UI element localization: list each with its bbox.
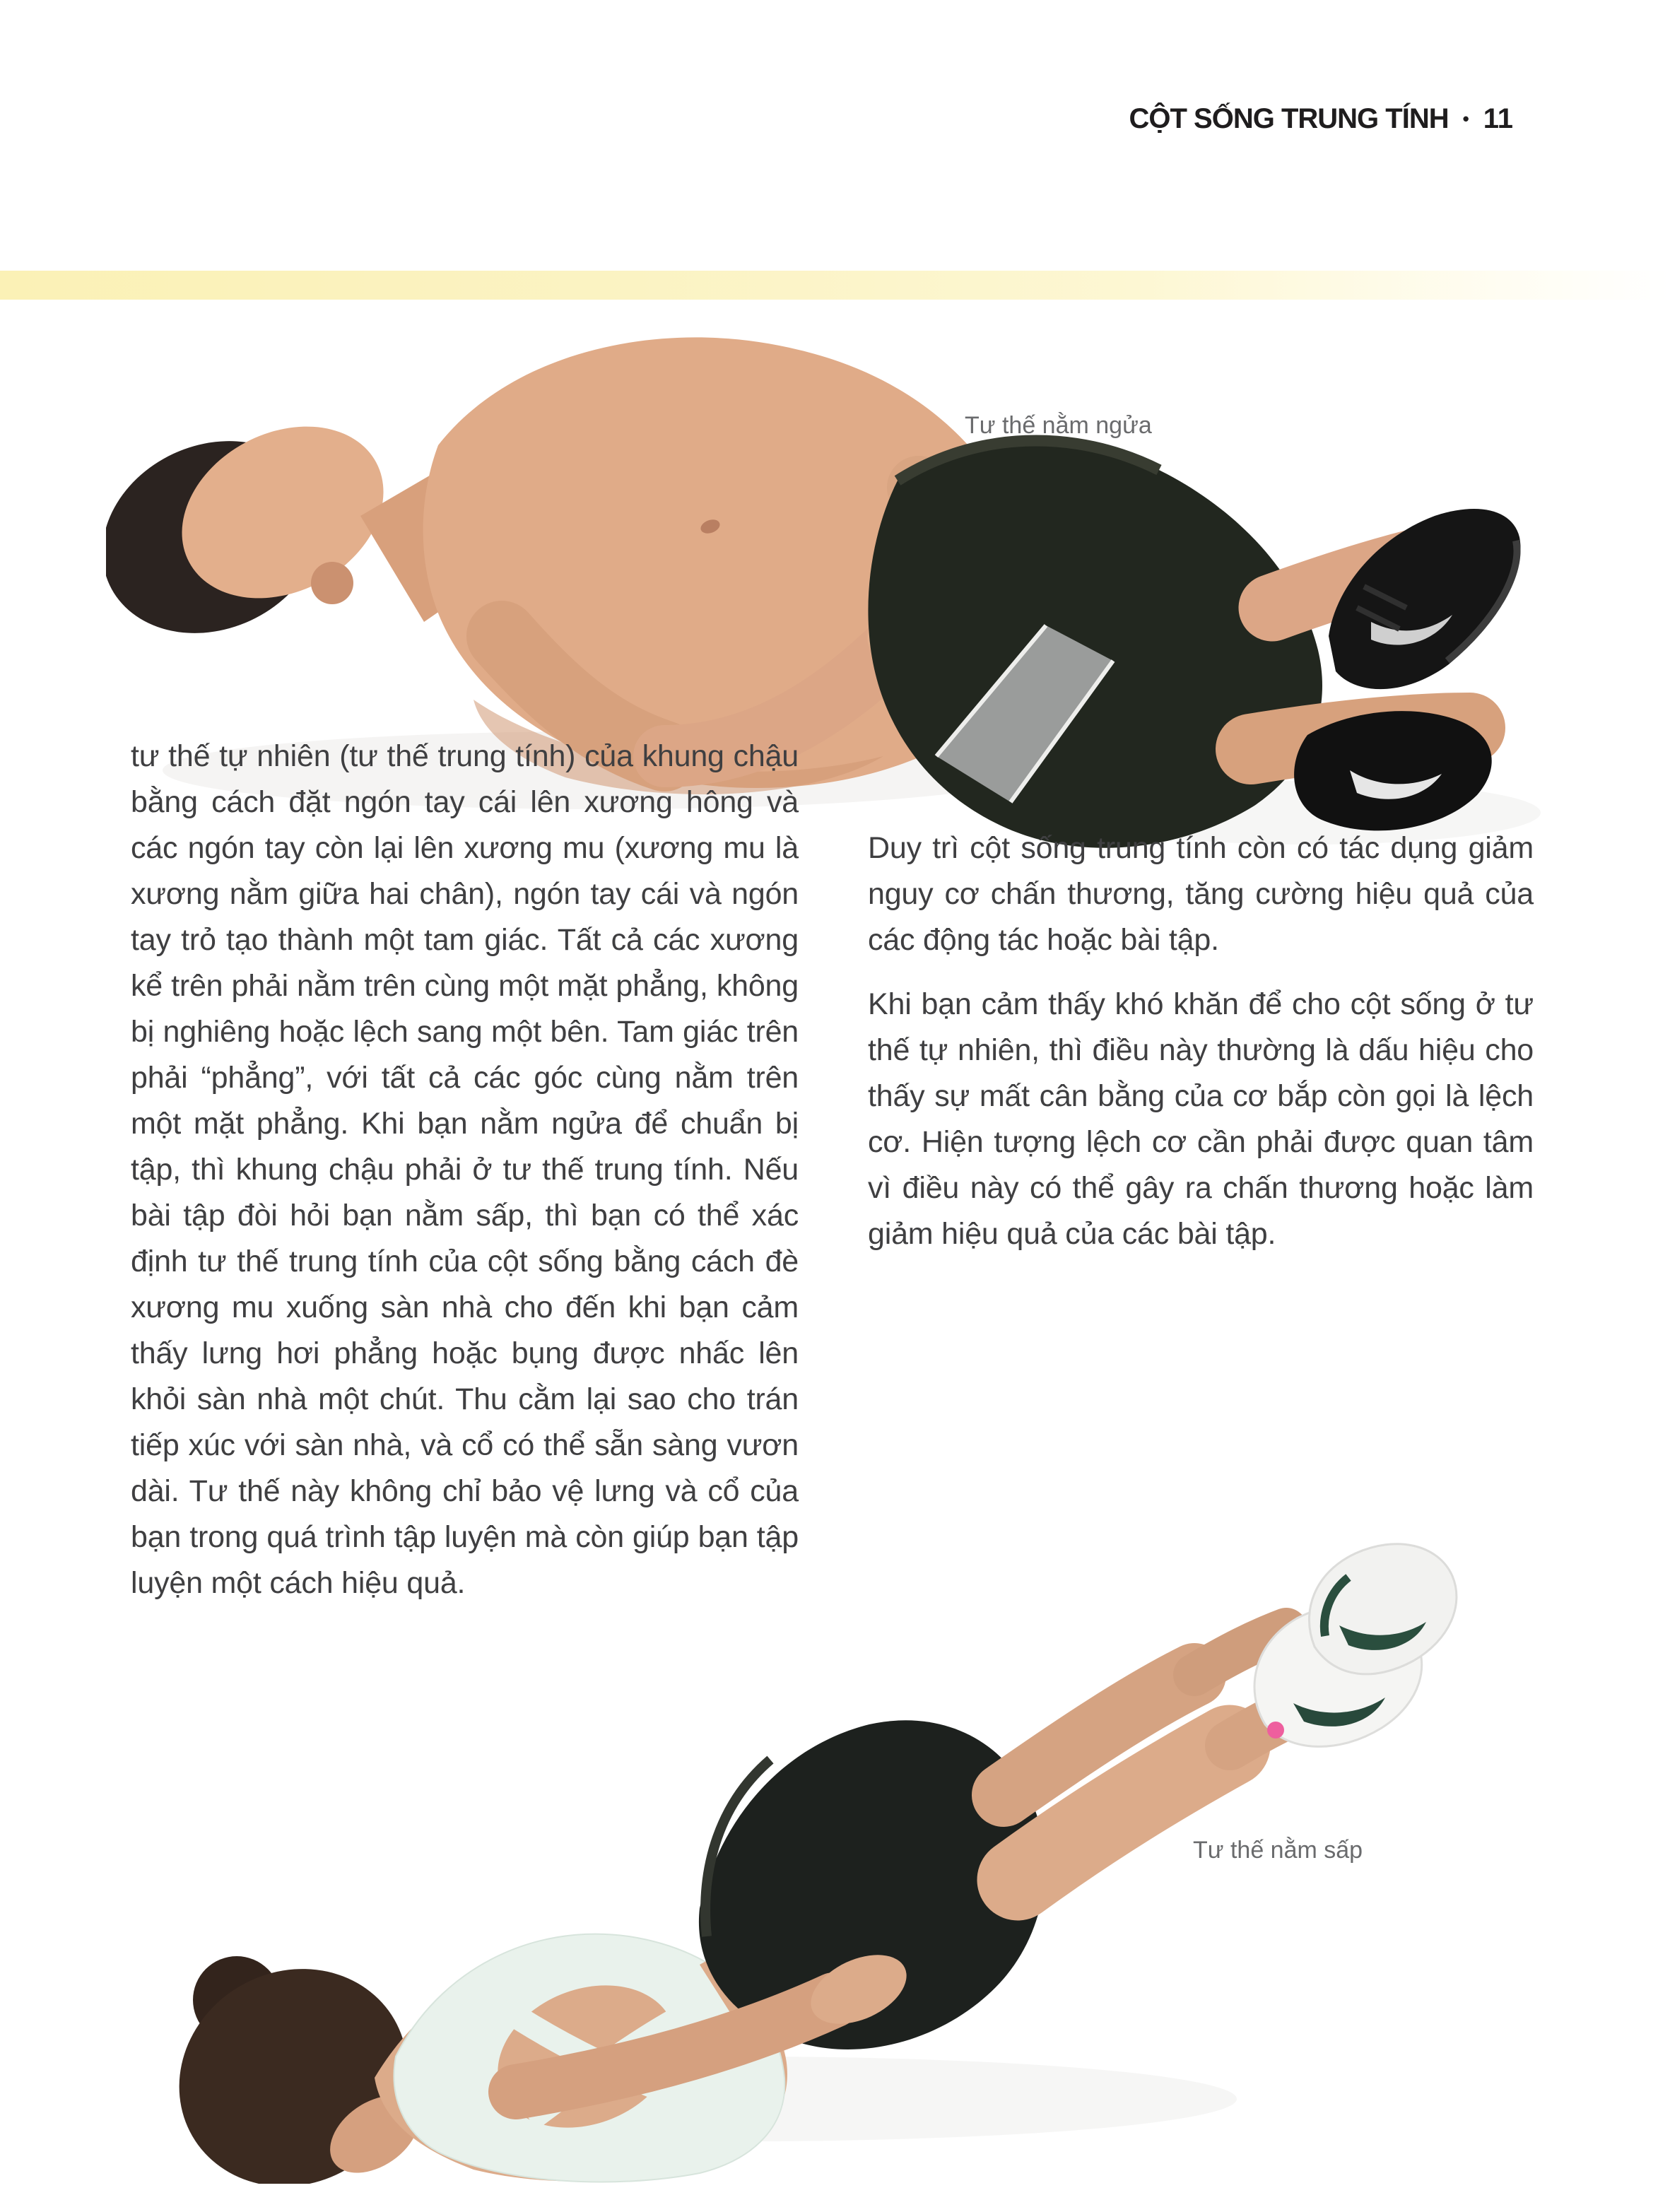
woman-shoe-back xyxy=(1309,1544,1456,1674)
left-text-column xyxy=(131,734,799,1606)
right-text-column xyxy=(868,825,1534,1257)
running-header xyxy=(1129,103,1514,135)
yellow-accent-band xyxy=(0,271,1670,300)
chapter-title: CỘT SỐNG TRUNG TÍNH xyxy=(1129,103,1449,134)
body-paragraph: tư thế tự nhiên (tư thế trung tính) của khung chậu bằng cách đặt ngón tay cái lên xương hông và các ngón tay còn lại lên xương mu (xương mu là xương nằm giữa hai chân), ngón tay cái và ngón tay trỏ tạo thành một tam giác. Tất cả các xương kể trên phải nằm trên cùng một mặt phẳng, không bị nghiêng hoặc lệch sang một bên. Tam giác trên phải “phẳng”, với tất cả các góc cùng nằm trên một mặt phẳng. Khi bạn nằm ngửa để chuẩn bị tập, thì khung chậu phải ở tư thế trung tính. Nếu bài tập đòi hỏi bạn nằm sấp, thì bạn có thể xác định tư thế trung tính của cột sống bằng cách đè xương mu xuống sàn nhà cho đến khi bạn cảm thấy lưng hơi phẳng hoặc bụng được nhấc lên khỏi sàn nhà một chút. Thu cằm lại sao cho trán tiếp xúc với sàn nhà, và cổ có thể sẵn sàng vươn dài. Tư thế này không chỉ bảo vệ lưng và cổ của bạn trong quá trình tập luyện mà còn giúp bạn tập luyện một cách hiệu quả. xyxy=(131,739,799,1600)
figure-caption-prone: Tư thế nằm sấp xyxy=(1193,1837,1363,1864)
page-number: 11 xyxy=(1483,103,1513,134)
bullet-separator-icon: • xyxy=(1462,108,1469,129)
figure-caption-supine: Tư thế nằm ngửa xyxy=(965,412,1152,439)
body-paragraph: Duy trì cột sống trung tính còn có tác dụng giảm nguy cơ chấn thương, tăng cường hiệu quả của các động tác hoặc bài tập. xyxy=(868,831,1534,957)
man-ear xyxy=(311,562,353,604)
woman-shoe-pink-accent xyxy=(1267,1722,1284,1739)
man-shoe-top xyxy=(1329,509,1521,689)
body-paragraph: Khi bạn cảm thấy khó khăn để cho cột sống ở tư thế tự nhiên, thì điều này thường là dấu hiệu cho thấy sự mất cân bằng của cơ bắp còn gọi là lệch cơ. Hiện tượng lệch cơ cần phải được quan tâm vì điều này có thể gây ra chấn thương hoặc làm giảm hiệu quả của các bài tập. xyxy=(868,987,1534,1251)
